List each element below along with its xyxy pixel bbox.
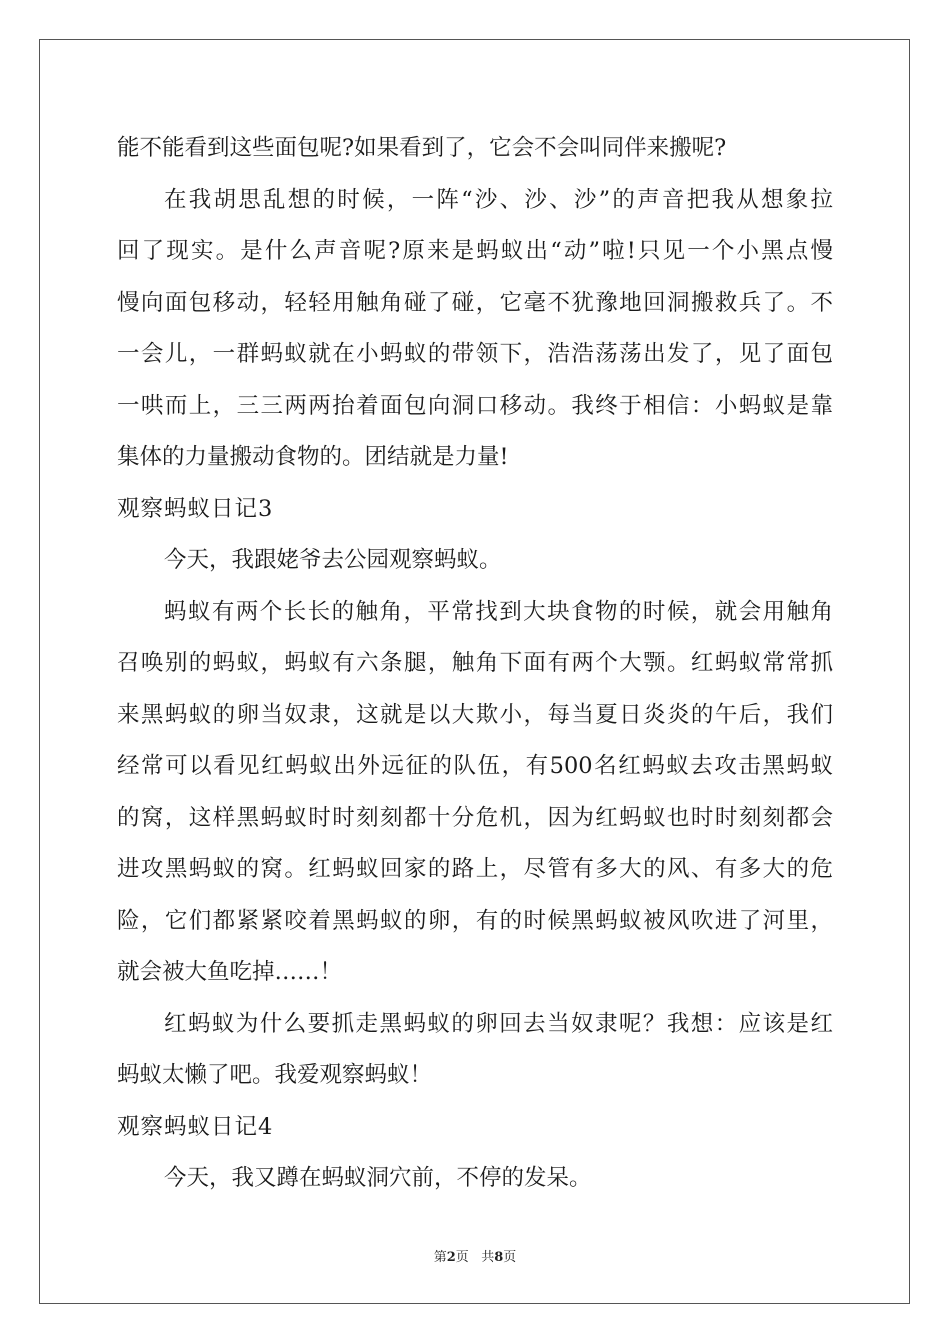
text-line: 险，它们都紧紧咬着黑蚂蚁的卵，有的时候黑蚂蚁被风吹进了河里， [117,907,833,934]
text-line: 的窝，这样黑蚂蚁时时刻刻都十分危机，因为红蚂蚁也时时刻刻都会 [117,804,833,831]
total-label-prefix: 共 [481,1250,495,1265]
text-line: 集体的力量搬动食物的。团结就是力量! [117,444,509,470]
text-line: 召唤别的蚂蚁，蚂蚁有六条腿，触角下面有两个大颚。红蚂蚁常常抓 [117,650,833,676]
total-page-number: 8 [494,1250,504,1265]
text-line: 在我胡思乱想的时候，一阵“沙、沙、沙”的声音把我从想象拉 [164,186,833,213]
text-line: 经常可以看见红蚂蚁出外远征的队伍，有500名红蚂蚁去攻击黑蚂蚁 [117,753,833,779]
page-label-suffix: 页 [455,1250,469,1265]
text-line: 今天，我又蹲在蚂蚁洞穴前，不停的发呆。 [164,1165,592,1191]
text-line: 今天，我跟姥爷去公园观察蚂蚁。 [164,547,502,573]
text-line: 红蚂蚁为什么要抓走黑蚂蚁的卵回去当奴隶呢？我想：应该是红 [164,1010,833,1037]
document-body [117,128,833,1210]
text-line: 一会儿，一群蚂蚁就在小蚂蚁的带领下，浩浩荡荡出发了，见了面包 [117,341,833,367]
text-line: 慢向面包移动，轻轻用触角碰了碰，它毫不犹豫地回洞搬救兵了。不 [117,289,833,316]
text-line: 蚂蚁有两个长长的触角，平常找到大块食物的时候，就会用触角 [164,598,833,625]
page-footer [0,1246,950,1265]
text-line: 来黑蚂蚁的卵当奴隶，这就是以大欺小，每当夏日炎炎的午后，我们 [117,701,833,728]
text-line: 回了现实。是什么声音呢?原来是蚂蚁出“动”啦!只见一个小黑点慢 [117,238,833,264]
current-page-number: 2 [446,1250,456,1265]
section-heading: 观察蚂蚁日记4 [117,1113,274,1140]
page-label-prefix: 第 [433,1250,447,1265]
text-line: 进攻黑蚂蚁的窝。红蚂蚁回家的路上，尽管有多大的风、有多大的危 [117,856,833,882]
text-line: 就会被大鱼吃掉……！ [117,959,343,985]
total-label-suffix: 页 [503,1250,517,1265]
text-line: 蚂蚁太懒了吧。我爱观察蚂蚁！ [117,1062,433,1088]
text-line: 能不能看到这些面包呢?如果看到了，它会不会叫同伴来搬呢? [117,135,727,161]
section-heading: 观察蚂蚁日记3 [117,495,274,522]
text-line: 一哄而上，三三两两抬着面包向洞口移动。我终于相信：小蚂蚁是靠 [117,392,833,419]
